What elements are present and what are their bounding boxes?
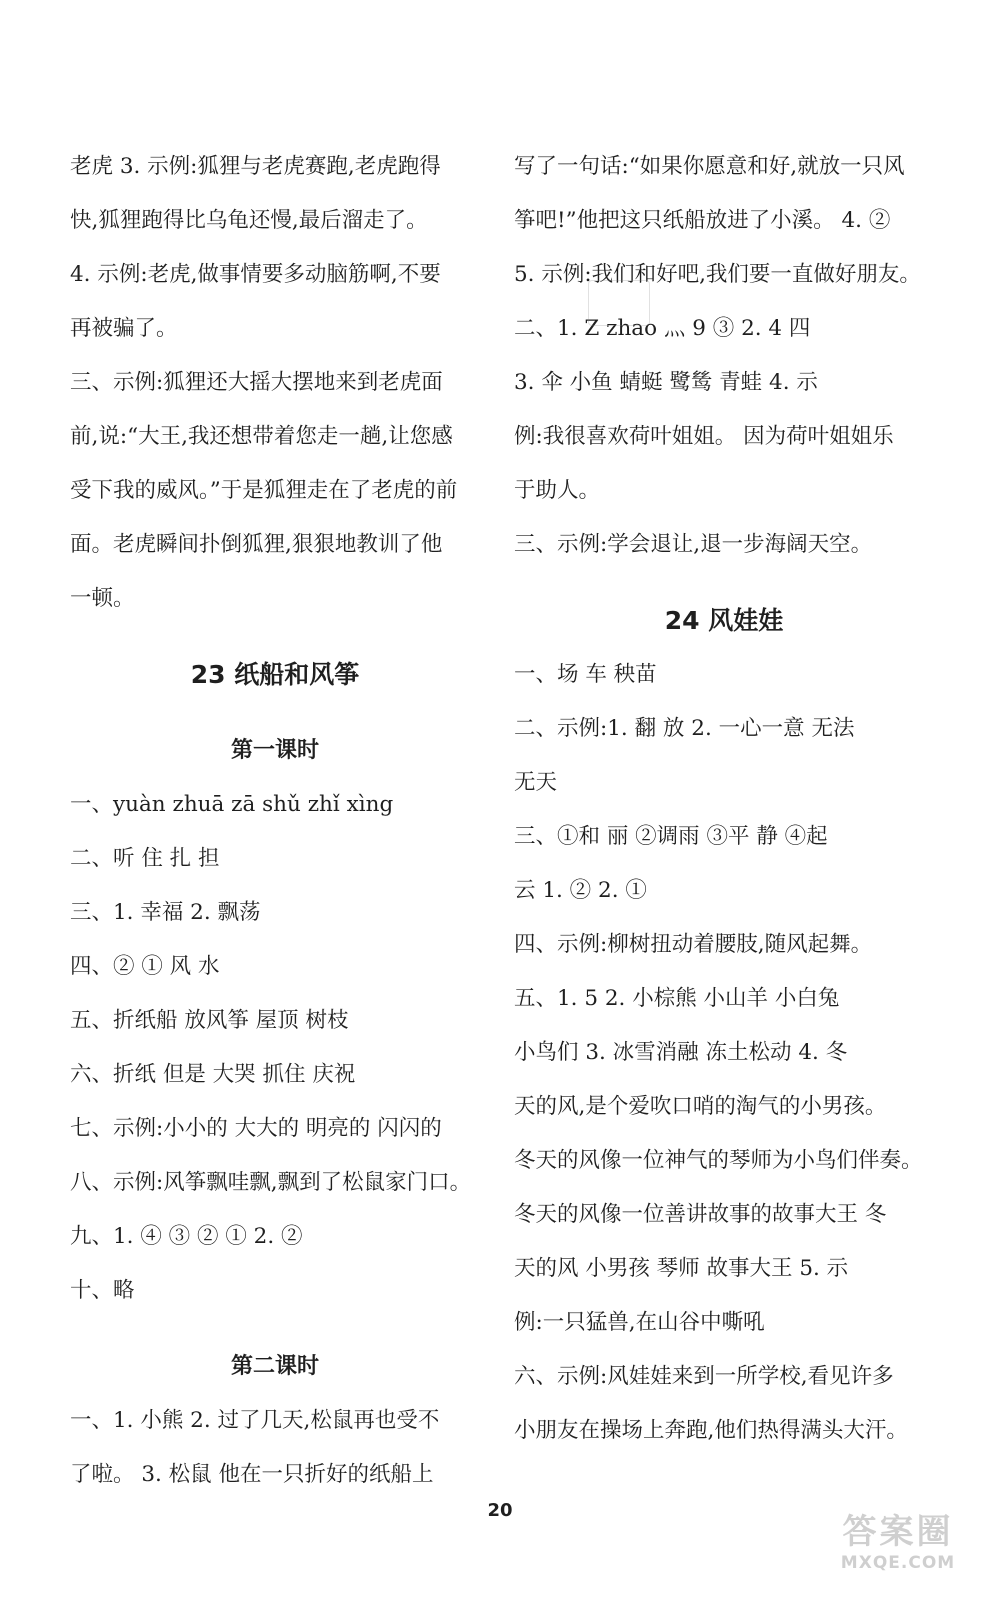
text-line: 二、1. Z zhao 灬 9 ③ 2. 4 四 bbox=[514, 316, 811, 341]
text-line: 冬天的风像一位神气的琴师为小鸟们伴奏。 bbox=[514, 1148, 923, 1173]
text-line: 天的风,是个爱吹口哨的淘气的小男孩。 bbox=[514, 1094, 887, 1119]
text-line: 例:一只猛兽,在山谷中嘶吼 bbox=[514, 1310, 765, 1335]
text-line: 三、示例:狐狸还大摇大摆地来到老虎面 bbox=[70, 370, 443, 395]
page-number: 20 bbox=[487, 1500, 513, 1521]
lesson-23-title: 23 纸船和风筝 bbox=[190, 660, 360, 689]
text-line: 二、听 住 扎 担 bbox=[70, 846, 220, 871]
text-line: 一顿。 bbox=[70, 586, 135, 611]
lesson-24-title: 24 风娃娃 bbox=[664, 606, 784, 635]
period-2-title: 第二课时 bbox=[230, 1354, 319, 1379]
text-line: 六、示例:风娃娃来到一所学校,看见许多 bbox=[514, 1364, 894, 1389]
text-line: 五、折纸船 放风筝 屋顶 树枝 bbox=[70, 1008, 349, 1033]
text-line: 八、示例:风筝飘哇飘,飘到了松鼠家门口。 bbox=[70, 1170, 472, 1195]
text-line: 了啦。 3. 松鼠 他在一只折好的纸船上 bbox=[70, 1462, 434, 1487]
text-line: 5. 示例:我们和好吧,我们要一直做好朋友。 bbox=[514, 262, 921, 287]
text-line: 三、①和 丽 ②调雨 ③平 静 ④起 bbox=[514, 824, 828, 849]
text-line: 云 1. ② 2. ① bbox=[514, 878, 647, 903]
text-line: 冬天的风像一位善讲故事的故事大王 冬 bbox=[514, 1202, 887, 1227]
text-line: 无天 bbox=[514, 770, 558, 795]
text-line: 小朋友在操场上奔跑,他们热得满头大汗。 bbox=[514, 1418, 908, 1443]
text-line: 小鸟们 3. 冰雪消融 冻土松动 4. 冬 bbox=[514, 1040, 848, 1065]
text-line: 前,说:“大王,我还想带着您走一趟,让您感 bbox=[70, 424, 453, 449]
text-line: 十、略 bbox=[70, 1278, 135, 1303]
watermark-url: MXQE.COM bbox=[840, 1553, 956, 1573]
text-line: 例:我很喜欢荷叶姐姐。 因为荷叶姐姐乐 bbox=[514, 424, 894, 449]
right-column bbox=[514, 140, 934, 1458]
text-line: 四、示例:柳树扭动着腰肢,随风起舞。 bbox=[514, 932, 873, 957]
text-line: 一、1. 小熊 2. 过了几天,松鼠再也受不 bbox=[70, 1408, 440, 1433]
text-line: 受下我的威风。”于是狐狸走在了老虎的前 bbox=[70, 478, 458, 503]
text-line: 天的风 小男孩 琴师 故事大王 5. 示 bbox=[514, 1256, 849, 1281]
text-line: 再被骗了。 bbox=[70, 316, 178, 341]
text-line: 四、② ① 风 水 bbox=[70, 954, 220, 979]
text-line: 六、折纸 但是 大哭 抓住 庆祝 bbox=[70, 1062, 356, 1087]
text-line: 一、场 车 秧苗 bbox=[514, 662, 657, 687]
text-line: 九、1. ④ ③ ② ① 2. ② bbox=[70, 1224, 303, 1249]
watermark-logo bbox=[818, 1504, 978, 1586]
text-line: 快,狐狸跑得比乌龟还慢,最后溜走了。 bbox=[70, 208, 428, 233]
text-line: 筝吧!”他把这只纸船放进了小溪。 4. ② bbox=[514, 208, 891, 233]
text-line: 一、yuàn zhuā zā shǔ zhǐ xìng bbox=[70, 792, 394, 817]
text-line: 七、示例:小小的 大大的 明亮的 闪闪的 bbox=[70, 1116, 442, 1141]
faint-stamp bbox=[588, 280, 650, 326]
left-column bbox=[70, 140, 480, 1502]
text-line: 于助人。 bbox=[514, 478, 601, 503]
text-line: 三、1. 幸福 2. 飘荡 bbox=[70, 900, 261, 925]
text-line: 二、示例:1. 翻 放 2. 一心一意 无法 bbox=[514, 716, 855, 741]
text-line: 4. 示例:老虎,做事情要多动脑筋啊,不要 bbox=[70, 262, 441, 287]
text-line: 三、示例:学会退让,退一步海阔天空。 bbox=[514, 532, 873, 557]
watermark-logo-text: 答案圈 bbox=[842, 1512, 954, 1552]
period-1-title: 第一课时 bbox=[230, 738, 319, 763]
text-line: 五、1. 5 2. 小棕熊 小山羊 小白兔 bbox=[514, 986, 840, 1011]
text-line: 老虎 3. 示例:狐狸与老虎赛跑,老虎跑得 bbox=[70, 154, 441, 179]
text-line: 写了一句话:“如果你愿意和好,就放一只风 bbox=[514, 154, 905, 179]
text-line: 3. 伞 小鱼 蜻蜓 鹭鸶 青蛙 4. 示 bbox=[514, 370, 818, 395]
text-line: 面。老虎瞬间扑倒狐狸,狠狠地教训了他 bbox=[70, 532, 443, 557]
